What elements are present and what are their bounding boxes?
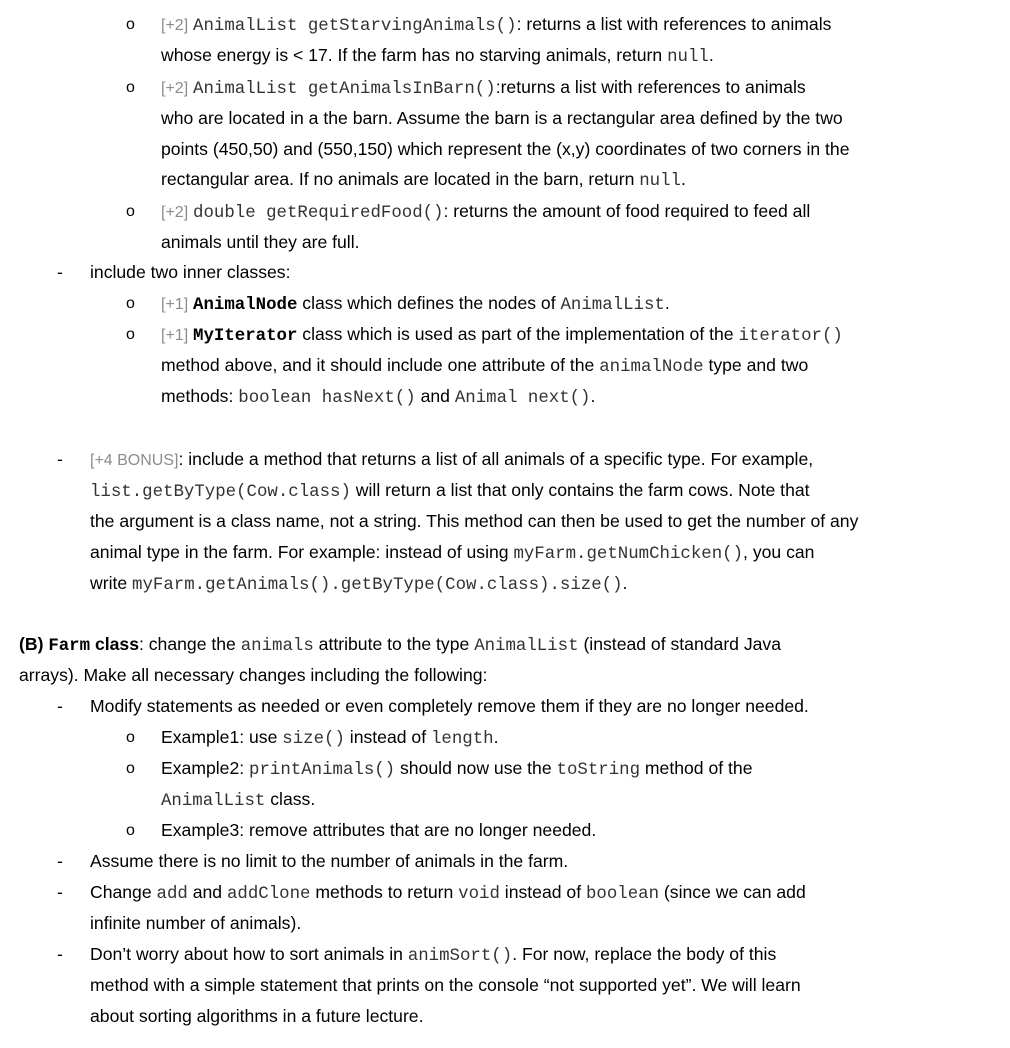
points-badge: [+2] <box>161 204 189 221</box>
description-text: :returns a list with references to animals <box>495 77 806 97</box>
change-line-2: infinite number of animals). <box>90 913 302 933</box>
description-text: instead of <box>344 727 431 747</box>
animalnode-line <box>161 288 670 319</box>
points-badge: [+4 BONUS] <box>90 452 179 469</box>
description-text: : returns a list with references to animals <box>516 14 832 34</box>
description-text: Example1: use <box>161 727 283 747</box>
code-term: list.getByType(Cow.class) <box>90 483 351 502</box>
description-text: should now use the <box>395 758 557 778</box>
myiterator-line-2 <box>161 350 808 381</box>
punctuation: . <box>622 573 628 593</box>
points-badge: [+2] <box>161 17 189 34</box>
example3-line: Example3: remove attributes that are no longer needed. <box>161 820 597 840</box>
code-term: add <box>156 885 188 904</box>
circle-bullet: o <box>126 822 135 839</box>
section-b-line-2: arrays). Make all necessary changes including the following: <box>19 665 488 685</box>
points-badge: [+1] <box>161 327 189 344</box>
description-text: : include a method that returns a list of all animals of a specific type. For example, <box>178 449 814 469</box>
description-text: methods: <box>161 386 239 406</box>
code-term: myFarm.getAnimals().getByType(Cow.class).size() <box>132 576 623 595</box>
code-term: Animal next() <box>454 389 591 408</box>
dont-worry-line-1 <box>90 939 776 970</box>
section-b-line-1 <box>19 629 781 660</box>
no-limit-line: Assume there is no limit to the number of animals in the farm. <box>90 851 569 871</box>
section-label-suffix: class <box>90 634 139 654</box>
description-text: Example2: <box>161 758 250 778</box>
circle-bullet: o <box>126 16 135 33</box>
code-term: animals <box>240 637 314 656</box>
description-text: . For now, replace the body of this <box>512 944 777 964</box>
code-term: AnimalList <box>560 296 665 315</box>
dash-bullet: - <box>57 851 63 871</box>
barn-line-3: points (450,50) and (550,150) which represent the (x,y) coordinates of two corners in the <box>161 139 850 159</box>
code-term: boolean hasNext() <box>238 389 416 408</box>
description-text: Don’t worry about how to sort animals in <box>90 944 408 964</box>
code-term: AnimalList <box>474 637 579 656</box>
points-badge: [+1] <box>161 296 189 313</box>
circle-bullet: o <box>126 295 135 312</box>
code-term: iterator() <box>738 327 843 346</box>
example1-line <box>161 722 499 753</box>
description-text: methods to return <box>310 882 459 902</box>
description-text: write <box>90 573 133 593</box>
class-name: AnimalNode <box>193 296 298 315</box>
bonus-line-5 <box>90 568 627 599</box>
code-term: AnimalList <box>161 792 266 811</box>
circle-bullet: o <box>126 79 135 96</box>
modify-line: Modify statements as needed or even completely remove them if they are no longer needed. <box>90 696 809 716</box>
circle-bullet: o <box>126 729 135 746</box>
description-text: class. <box>265 789 316 809</box>
description-text: and <box>415 386 455 406</box>
dont-worry-line-3: about sorting algorithms in a future lecture. <box>90 1006 424 1026</box>
inner-classes-heading: include two inner classes: <box>90 262 291 282</box>
description-text: type and two <box>703 355 809 375</box>
dash-bullet: - <box>57 944 63 964</box>
example2-line-1 <box>161 753 753 784</box>
punctuation: . <box>590 386 596 406</box>
method-signature: AnimalList getAnimalsInBarn() <box>193 80 496 99</box>
bonus-line-3: the argument is a class name, not a string. This method can then be used to get the number of any <box>90 511 859 531</box>
punctuation: . <box>664 293 670 313</box>
dash-bullet: - <box>57 882 63 902</box>
code-term: void <box>458 885 500 904</box>
food-line-2: animals until they are full. <box>161 232 360 252</box>
punctuation: . <box>493 727 499 747</box>
description-text: and <box>187 882 227 902</box>
bonus-line-1 <box>90 444 813 475</box>
code-term: length <box>430 730 494 749</box>
dash-bullet: - <box>57 262 63 282</box>
description-text: : change the <box>138 634 241 654</box>
barn-line-4 <box>161 164 686 195</box>
description-text: : returns the amount of food required to feed all <box>443 201 811 221</box>
circle-bullet: o <box>126 760 135 777</box>
description-text: Change <box>90 882 157 902</box>
dash-bullet: - <box>57 696 63 716</box>
description-text: animal type in the farm. For example: instead of using <box>90 542 514 562</box>
change-line-1 <box>90 877 806 908</box>
bonus-line-4 <box>90 537 814 568</box>
example2-line-2 <box>161 784 315 815</box>
description-text: (instead of standard Java <box>578 634 782 654</box>
code-null: null <box>639 172 681 191</box>
description-text: method above, and it should include one attribute of the <box>161 355 600 375</box>
code-term: size() <box>282 730 345 749</box>
description-text: (since we can add <box>659 882 806 902</box>
code-term: myFarm.getNumChicken() <box>513 545 744 564</box>
class-name: MyIterator <box>193 327 298 346</box>
description-text: method of the <box>640 758 753 778</box>
food-line-1 <box>161 196 810 227</box>
myiterator-line-3 <box>161 381 595 412</box>
method-signature: AnimalList getStarvingAnimals() <box>193 17 517 36</box>
description-text: class which defines the nodes of <box>297 293 561 313</box>
dont-worry-line-2: method with a simple statement that prints on the console “not supported yet”. We will learn <box>90 975 801 995</box>
class-name: Farm <box>48 637 91 656</box>
code-term: boolean <box>585 885 660 904</box>
code-term: toString <box>556 761 641 780</box>
description-text: attribute to the type <box>313 634 475 654</box>
dash-bullet: - <box>57 449 63 469</box>
description-text: will return a list that only contains the farm cows. Note that <box>350 480 810 500</box>
circle-bullet: o <box>126 326 135 343</box>
description-text: whose energy is < 17. If the farm has no starving animals, return <box>161 45 668 65</box>
section-label: (B) <box>19 634 49 654</box>
starving-line-2 <box>161 40 714 71</box>
points-badge: [+2] <box>161 80 189 97</box>
bonus-line-2 <box>90 475 810 506</box>
code-term: addClone <box>226 885 311 904</box>
method-signature: double getRequiredFood() <box>193 204 444 223</box>
code-term: animalNode <box>599 358 704 377</box>
description-text: , you can <box>743 542 815 562</box>
description-text: class which is used as part of the implementation of the <box>297 324 739 344</box>
punctuation: . <box>708 45 714 65</box>
description-text: instead of <box>499 882 586 902</box>
barn-line-2: who are located in a the barn. Assume the barn is a rectangular area defined by the two <box>161 108 843 128</box>
circle-bullet: o <box>126 203 135 220</box>
punctuation: . <box>681 169 686 189</box>
barn-line-1 <box>161 72 806 103</box>
code-term: printAnimals() <box>249 761 396 780</box>
myiterator-line-1 <box>161 319 843 350</box>
code-null: null <box>667 48 709 67</box>
description-text: rectangular area. If no animals are located in the barn, return <box>161 169 640 189</box>
starving-line-1 <box>161 9 831 40</box>
code-term: animSort() <box>407 947 513 966</box>
